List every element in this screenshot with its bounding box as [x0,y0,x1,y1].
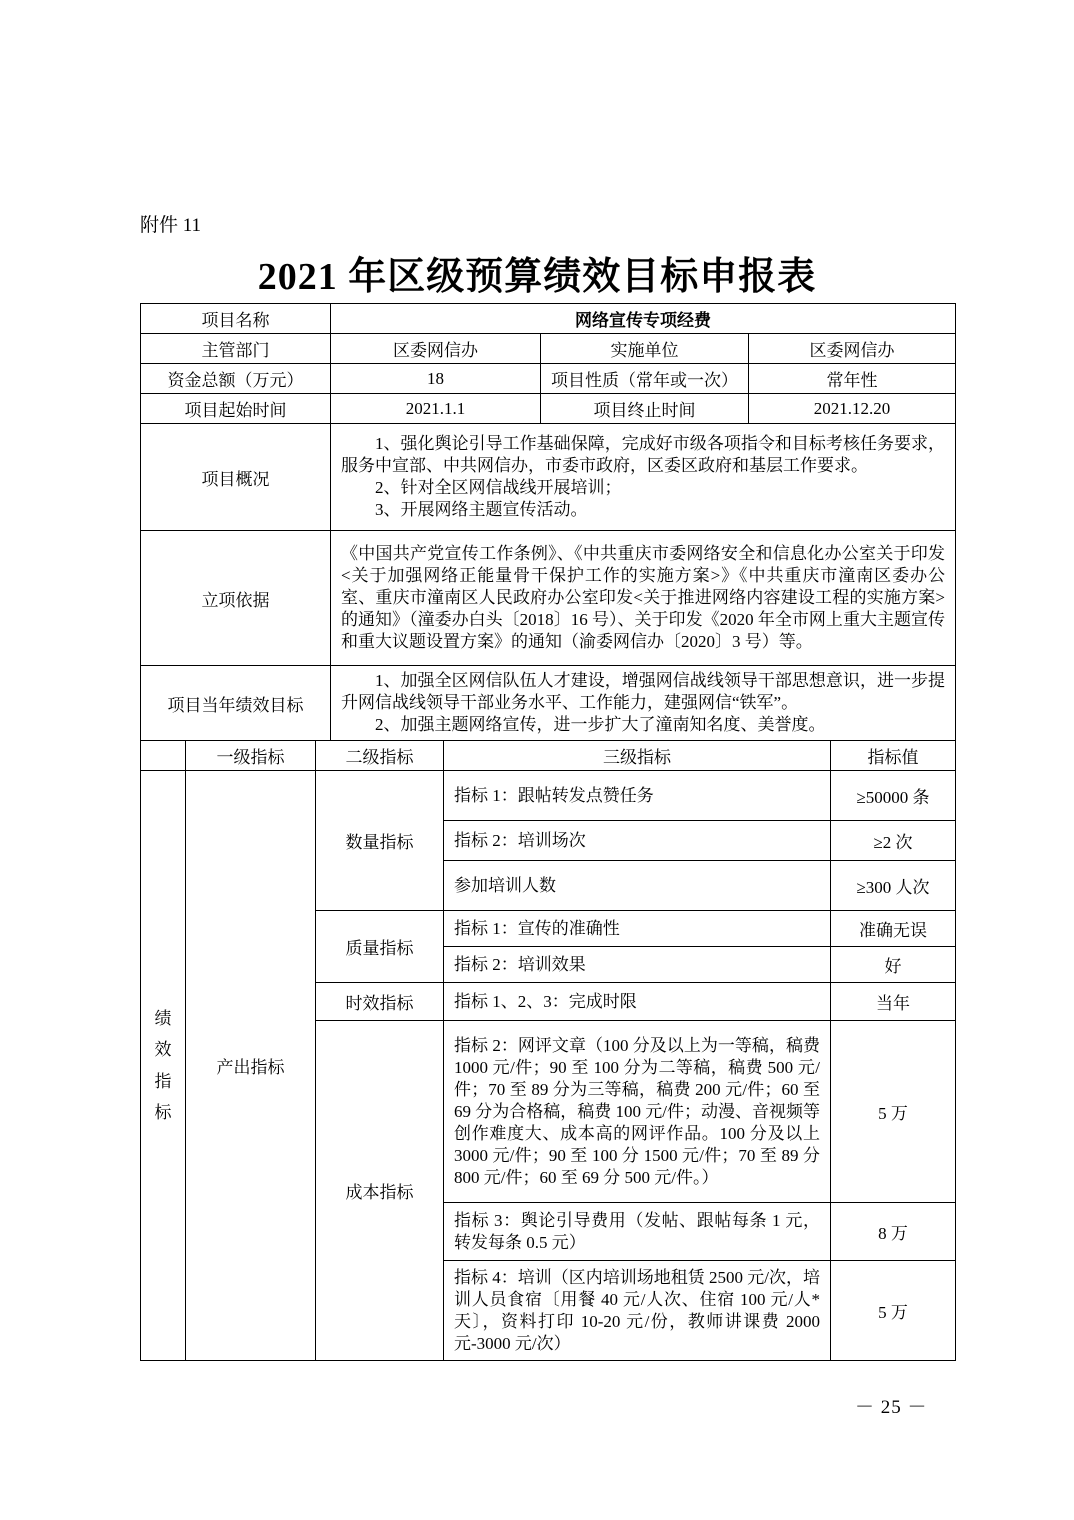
basis-cell [331,531,956,666]
indicator-value: 5 万 [831,1021,956,1203]
overview-label: 项目概况 [141,424,331,531]
start-label: 项目起始时间 [141,394,331,424]
indicator-row [141,771,956,821]
row-basis [141,531,956,666]
indicator-header-row [141,741,956,771]
row-project-name [141,304,956,334]
indicator-value: 准确无误 [831,911,956,947]
impl-label: 实施单位 [541,334,749,364]
goal-label: 项目当年绩效目标 [141,666,331,741]
category-cell [141,771,186,1361]
indicator-value: ≥300 人次 [831,861,956,911]
overview-line-3: 3、开展网络主题宣传活动。 [375,500,588,519]
indicator-text: 指标 1、2、3：完成时限 [444,983,831,1021]
project-name-label: 项目名称 [141,304,331,334]
dept-label: 主管部门 [141,334,331,364]
info-table [140,303,956,741]
overview-line-2: 2、针对全区网信战线开展培训； [375,478,622,497]
group-cost: 成本指标 [316,1021,444,1361]
fund-label: 资金总额（万元） [141,364,331,394]
row-departments [141,334,956,364]
basis-text: 《中国共产党宣传工作条例》、《中共重庆市委网络安全和信息化办公室关于印发<关于加强网络正能量骨干保护工作的实施方案>》《中共重庆市潼南区委办公室、重庆市潼南区人民政府办公室印发<关于推进网络内容建设工程的实施方案>的通知》（潼委办白头〔2018〕16 号）、关于印发《2020 年全市网上重大主题宣传和重大议题设置方案》的通知（渝委网信办〔2020〕3 号）等。 [341,544,946,651]
header-value: 指标值 [831,741,956,771]
indicator-text: 参加培训人数 [444,861,831,911]
overview-line-1: 1、强化舆论引导工作基础保障，完成好市级各项指令和目标考核任务要求，服务中宣部、中共网信办，市委市政府，区委区政府和基层工作要求。 [341,434,946,475]
page-title: 2021 年区级预算绩效目标申报表 [257,256,817,298]
corner-cell [141,741,186,771]
level1-cell: 产出指标 [186,771,316,1361]
indicator-value: 8 万 [831,1203,956,1261]
nature-value: 常年性 [749,364,956,394]
indicator-value: ≥2 次 [831,821,956,861]
header-level2: 二级指标 [316,741,444,771]
indicator-value: 当年 [831,983,956,1021]
page-number: － 25 － [855,1397,928,1418]
basis-label: 立项依据 [141,531,331,666]
group-quality: 质量指标 [316,911,444,983]
group-timeliness: 时效指标 [316,983,444,1021]
indicator-value: ≥50000 条 [831,771,956,821]
goal-cell [331,666,956,741]
row-overview [141,424,956,531]
dept-value: 区委网信办 [331,334,541,364]
indicator-text: 指标 1：跟帖转发点赞任务 [444,771,831,821]
indicator-text: 指标 1：宣传的准确性 [444,911,831,947]
goal-line-2: 2、加强主题网络宣传，进一步扩大了潼南知名度、美誉度。 [375,715,826,734]
end-value: 2021.12.20 [749,394,956,424]
indicator-text: 指标 2：培训效果 [444,947,831,983]
row-dates [141,394,956,424]
attachment-label: 附件 11 [140,215,202,236]
project-name-value: 网络宣传专项经费 [331,304,956,334]
indicator-text: 指标 3：舆论引导费用（发帖、跟帖每条 1 元，转发每条 0.5 元） [444,1203,831,1261]
nature-label: 项目性质（常年或一次） [541,364,749,394]
overview-cell [331,424,956,531]
category-label: 绩效指标 [154,1008,172,1122]
impl-value: 区委网信办 [749,334,956,364]
header-level3: 三级指标 [444,741,831,771]
indicator-value: 5 万 [831,1261,956,1361]
indicator-table [140,740,956,1361]
indicator-value: 好 [831,947,956,983]
group-quantity: 数量指标 [316,771,444,911]
indicator-text: 指标 2：网评文章（100 分及以上为一等稿，稿费 1000 元/件；90 至 100 分为二等稿，稿费 500 元/件；70 至 89 分为三等稿，稿费 200 元/件；60 至 69 分为合格稿，稿费 100 元/件；动漫、音视频等创作难度大、成本高的网评作品。100 分及以上 3000 元/件；90 至 100 分 1500 元/件；70 至 89 分 800 元/件；60 至 69 分 500 元/件。） [444,1021,831,1203]
end-label: 项目终止时间 [541,394,749,424]
row-fund [141,364,956,394]
tables-container [140,303,955,1361]
row-goal [141,666,956,741]
indicator-text: 指标 2：培训场次 [444,821,831,861]
start-value: 2021.1.1 [331,394,541,424]
indicator-text: 指标 4：培训（区内培训场地租赁 2500 元/次，培训人员食宿〔用餐 40 元/人次、住宿 100 元/人*天〕，资料打印 10-20 元/份，教师讲课费 2000 元-3000 元/次） [444,1261,831,1361]
fund-value: 18 [331,364,541,394]
header-level1: 一级指标 [186,741,316,771]
goal-line-1: 1、加强全区网信队伍人才建设，增强网信战线领导干部思想意识，进一步提升网信战线领导干部业务水平、工作能力，建强网信“铁军”。 [341,671,946,712]
